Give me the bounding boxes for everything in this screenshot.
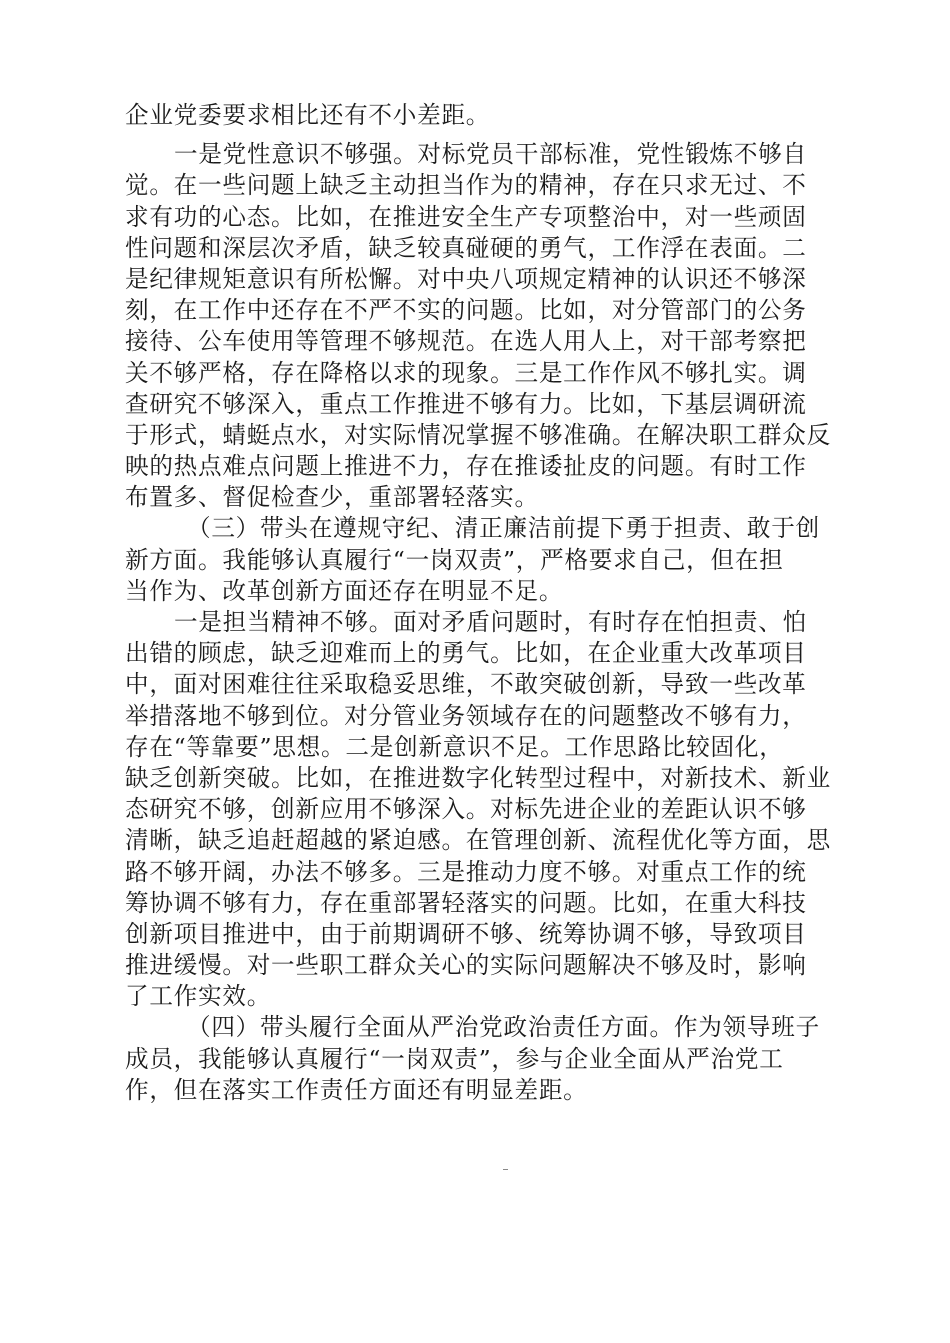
text-line: 是纪律规矩意识有所松懈。对中央八项规定精神的认识还不够深 xyxy=(125,264,807,293)
text-line: 路不够开阔，办法不够多。三是推动力度不够。对重点工作的统 xyxy=(125,857,807,886)
text-line: 性问题和深层次矛盾，缺乏较真碰硬的勇气，工作浮在表面。二 xyxy=(125,233,807,262)
text-line: 关不够严格，存在降格以求的现象。三是工作作风不够扎实。调 xyxy=(125,358,807,387)
text-line: 缺乏创新突破。比如，在推进数字化转型过程中，对新技术、新业 xyxy=(125,763,831,792)
section-heading-4 xyxy=(125,1012,831,1106)
text-line: 求有功的心态。比如，在推进安全生产专项整治中，对一些顽固 xyxy=(125,202,807,231)
paragraph-responsibility xyxy=(125,607,831,1012)
text-line: 接待、公车使用等管理不够规范。在选人用人上，对干部考察把 xyxy=(125,327,807,356)
text-line: 出错的顾虑，缺乏迎难而上的勇气。比如，在企业重大改革项目 xyxy=(125,639,807,668)
document-page xyxy=(125,100,831,1106)
text-line: 当作为、改革创新方面还存在明显不足。 xyxy=(125,576,564,605)
text-line: 企业党委要求相比还有不小差距。 xyxy=(125,101,491,129)
text-line: 一是党性意识不够强。对标党员干部标准，党性锻炼不够自 xyxy=(174,140,807,169)
text-line: 存在“等靠要”思想。二是创新意识不足。工作思路比较固化， xyxy=(125,732,784,761)
text-line: 了工作实效。 xyxy=(125,982,272,1011)
text-line: 查研究不够深入，重点工作推进不够有力。比如，下基层调研流 xyxy=(125,389,807,418)
text-line: 清晰，缺乏追赶超越的紧迫感。在管理创新、流程优化等方面，思 xyxy=(125,826,831,855)
paragraph-party-spirit xyxy=(125,139,831,513)
text-line: 布置多、督促检查少，重部署轻落实。 xyxy=(125,483,539,512)
text-line: 成员，我能够认真履行“一岗双责”，参与企业全面从严治党工 xyxy=(125,1044,784,1073)
text-line: 创新项目推进中，由于前期调研不够、统筹协调不够，导致项目 xyxy=(125,919,807,948)
text-line: 推进缓慢。对一些职工群众关心的实际问题解决不够及时，影响 xyxy=(125,951,807,980)
text-line: 态研究不够，创新应用不够深入。对标先进企业的差距认识不够 xyxy=(125,795,807,824)
paragraph-continuation xyxy=(125,100,831,131)
text-line: （四）带头履行全面从严治党政治责任方面。作为领导班子 xyxy=(187,1013,820,1042)
text-line: 映的热点难点问题上推进不力，存在推诿扯皮的问题。有时工作 xyxy=(125,452,807,481)
text-line: 中，面对困难往往采取稳妥思维，不敢突破创新，导致一些改革 xyxy=(125,670,807,699)
text-line: 筹协调不够有力，存在重部署轻落实的问题。比如，在重大科技 xyxy=(125,888,807,917)
text-line: 觉。在一些问题上缺乏主动担当作为的精神，存在只求无过、不 xyxy=(125,171,807,200)
text-line: 刻，在工作中还存在不严不实的问题。比如，对分管部门的公务 xyxy=(125,296,807,325)
text-line: 于形式，蜻蜓点水，对实际情况掌握不够准确。在解决职工群众反 xyxy=(125,420,831,449)
text-line: 一是担当精神不够。面对矛盾问题时，有时存在怕担责、怕 xyxy=(174,608,807,636)
text-line: 作，但在落实工作责任方面还有明显差距。 xyxy=(125,1075,588,1104)
text-line: （三）带头在遵规守纪、清正廉洁前提下勇于担责、敢于创 xyxy=(187,514,820,543)
text-line: 举措落地不够到位。对分管业务领域存在的问题整改不够有力， xyxy=(125,701,807,730)
section-heading-3 xyxy=(125,513,831,607)
page-footer-mark xyxy=(503,1169,508,1170)
text-line: 新方面。我能够认真履行“一岗双责”，严格要求自己，但在担 xyxy=(125,545,784,574)
